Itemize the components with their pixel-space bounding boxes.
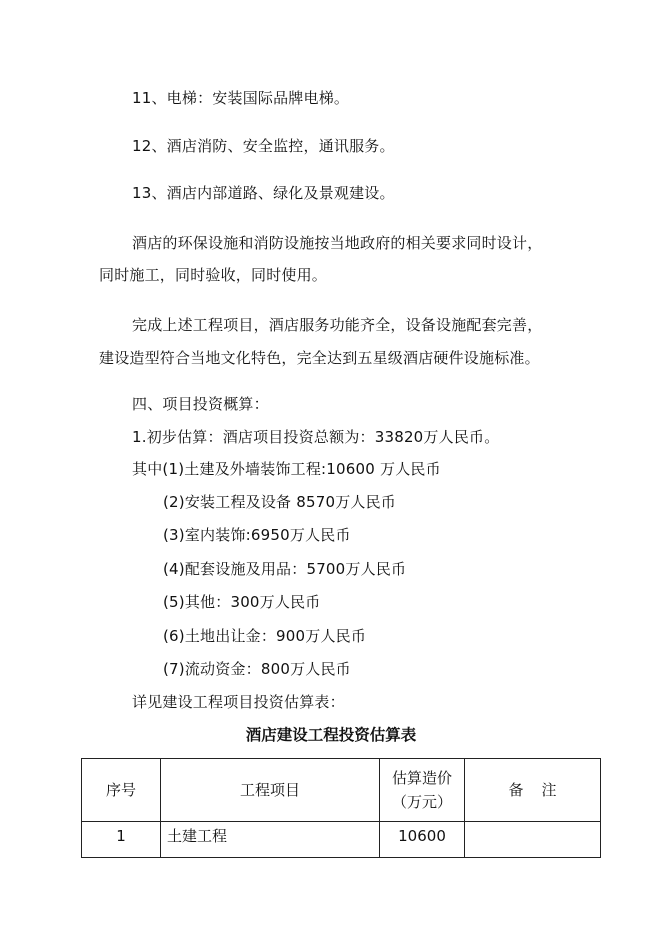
env-paragraph-line1: 酒店的环保设施和消防设施按当地政府的相关要求同时设计， (132, 234, 543, 252)
header-item: 工程项目 (161, 759, 380, 822)
row-note (465, 822, 601, 858)
breakdown-item-6: (6)土地出让金：900万人民币 (163, 627, 367, 645)
estimate-intro: 1.初步估算：酒店项目投资总额为：33820万人民币。 (132, 428, 500, 446)
header-seq: 序号 (82, 759, 161, 822)
breakdown-item-3: (3)室内装饰:6950万人民币 (163, 526, 351, 544)
see-table-note: 详见建设工程项目投资估算表： (132, 693, 345, 711)
header-cost-line1: 估算造价 (391, 769, 452, 787)
breakdown-item-7: (7)流动资金：800万人民币 (163, 660, 351, 678)
table-header-row (82, 759, 601, 822)
header-cost (380, 759, 465, 822)
section-heading: 四、项目投资概算： (132, 395, 269, 413)
breakdown-item-1: 其中(1)土建及外墙装饰工程:10600 万人民币 (132, 460, 441, 478)
scope-item-11: 11、电梯：安装国际品牌电梯。 (132, 89, 350, 107)
env-paragraph-line2: 同时施工，同时验收，同时使用。 (99, 266, 328, 284)
table-title: 酒店建设工程投资估算表 (245, 726, 417, 744)
complete-paragraph-line1: 完成上述工程项目，酒店服务功能齐全，设备设施配套完善， (132, 316, 543, 334)
breakdown-item-4: (4)配套设施及用品：5700万人民币 (163, 560, 407, 578)
breakdown-item-2: (2)安装工程及设备 8570万人民币 (163, 493, 396, 511)
row-cost: 10600 (380, 822, 465, 858)
scope-item-13: 13、酒店内部道路、绿化及景观建设。 (132, 184, 395, 202)
scope-item-12: 12、酒店消防、安全监控，通讯服务。 (132, 137, 395, 155)
breakdown-item-5: (5)其他：300万人民币 (163, 593, 321, 611)
header-note: 备注 (465, 759, 601, 822)
investment-estimate-table (81, 758, 601, 858)
table-row (82, 822, 601, 858)
row-item: 土建工程 (161, 822, 380, 858)
row-seq: 1 (82, 822, 161, 858)
header-cost-line2: （万元） (391, 793, 452, 811)
complete-paragraph-line2: 建设造型符合当地文化特色，完全达到五星级酒店硬件设施标准。 (99, 349, 540, 367)
